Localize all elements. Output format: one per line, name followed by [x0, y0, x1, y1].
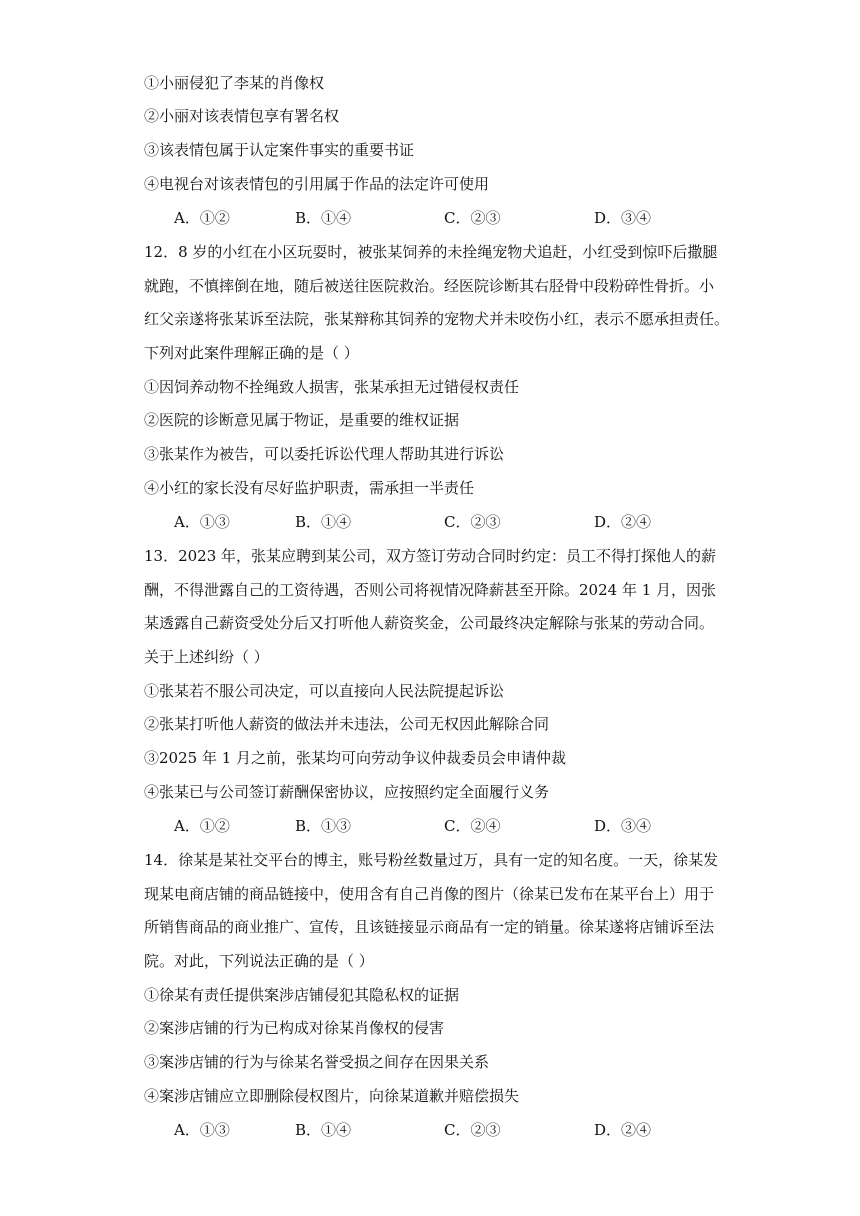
statement-line: ②案涉店铺的行为已构成对徐某肖像权的侵害 [144, 1019, 445, 1037]
option-b[interactable]: B．①③ [295, 817, 352, 835]
question-stem-line: 红父亲遂将张某诉至法院，张某辩称其饲养的宠物犬并未咬伤小红，表示不愿承担责任。 [144, 310, 730, 328]
statement-line: ④小红的家长没有尽好监护职责，需承担一半责任 [144, 479, 475, 497]
statement-line: ①张某若不服公司决定，可以直接向人民法院提起诉讼 [144, 682, 505, 700]
statement-line: ③张某作为被告，可以委托诉讼代理人帮助其进行诉讼 [144, 445, 505, 463]
question-stem-line: 13．2023 年，张某应聘到某公司，双方签订劳动合同时约定：员工不得打探他人的薪 [144, 547, 717, 565]
option-b[interactable]: B．①④ [295, 513, 352, 531]
answer-options [0, 1120, 860, 1140]
question-stem-line: 酬，不得泄露自己的工资待遇，否则公司将视情况降薪甚至开除。2024 年 1 月，因张 [144, 581, 717, 599]
question-stem-line: 就跑，不慎摔倒在地，随后被送往医院救治。经医院诊断其右胫骨中段粉碎性骨折。小 [144, 277, 715, 295]
option-d[interactable]: D．②④ [594, 1121, 652, 1139]
question-stem-line: 14．徐某是某社交平台的博主，账号粉丝数量过万，具有一定的知名度。一天，徐某发 [144, 851, 719, 869]
option-c[interactable]: C．②④ [444, 817, 501, 835]
option-d[interactable]: D．③④ [594, 817, 652, 835]
statement-line: ②小丽对该表情包享有署名权 [144, 107, 340, 125]
statement-line: ①小丽侵犯了李某的肖像权 [144, 74, 325, 92]
question-stem-line: 院。对此，下列说法正确的是（ ） [144, 952, 374, 970]
option-b[interactable]: B．①④ [295, 209, 352, 227]
option-a[interactable]: A．①③ [174, 1121, 230, 1139]
option-c[interactable]: C．②③ [444, 209, 501, 227]
statement-line: ①徐某有责任提供案涉店铺侵犯其隐私权的证据 [144, 986, 460, 1004]
option-d[interactable]: D．②④ [594, 513, 652, 531]
option-c[interactable]: C．②③ [444, 513, 501, 531]
option-a[interactable]: A．①② [174, 817, 230, 835]
option-b[interactable]: B．①④ [295, 1121, 352, 1139]
question-stem-line: 所销售商品的商业推广、宣传，且该链接显示商品有一定的销量。徐某遂将店铺诉至法 [144, 918, 715, 936]
answer-options [0, 208, 860, 228]
question-stem-line: 关于上述纠纷（ ） [144, 648, 269, 666]
option-a[interactable]: A．①③ [174, 513, 230, 531]
question-stem-line: 12．8 岁的小红在小区玩耍时，被张某饲养的未拴绳宠物犬追赶，小红受到惊吓后撒腿 [144, 243, 718, 261]
option-c[interactable]: C．②③ [444, 1121, 501, 1139]
statement-line: ③2025 年 1 月之前，张某均可向劳动争议仲裁委员会申请仲裁 [144, 749, 567, 767]
question-stem-line: 下列对此案件理解正确的是（ ） [144, 344, 359, 362]
statement-line: ③案涉店铺的行为与徐某名誉受损之间存在因果关系 [144, 1053, 490, 1071]
statement-line: ②医院的诊断意见属于物证，是重要的维权证据 [144, 411, 460, 429]
question-stem-line: 现某电商店铺的商品链接中，使用含有自己肖像的图片（徐某已发布在某平台上）用于 [144, 885, 715, 903]
answer-options [0, 512, 860, 532]
question-stem-line: 某透露自己薪资受处分后又打听他人薪资奖金，公司最终决定解除与张某的劳动合同。 [144, 614, 715, 632]
answer-options [0, 816, 860, 836]
statement-line: ④案涉店铺应立即删除侵权图片，向徐某道歉并赔偿损失 [144, 1087, 520, 1105]
option-d[interactable]: D．③④ [594, 209, 652, 227]
statement-line: ④张某已与公司签订薪酬保密协议，应按照约定全面履行义务 [144, 783, 550, 801]
statement-line: ②张某打听他人薪资的做法并未违法，公司无权因此解除合同 [144, 715, 550, 733]
statement-line: ①因饲养动物不拴绳致人损害，张某承担无过错侵权责任 [144, 378, 520, 396]
option-a[interactable]: A．①② [174, 209, 230, 227]
statement-line: ④电视台对该表情包的引用属于作品的法定许可使用 [144, 175, 490, 193]
statement-line: ③该表情包属于认定案件事实的重要书证 [144, 141, 415, 159]
